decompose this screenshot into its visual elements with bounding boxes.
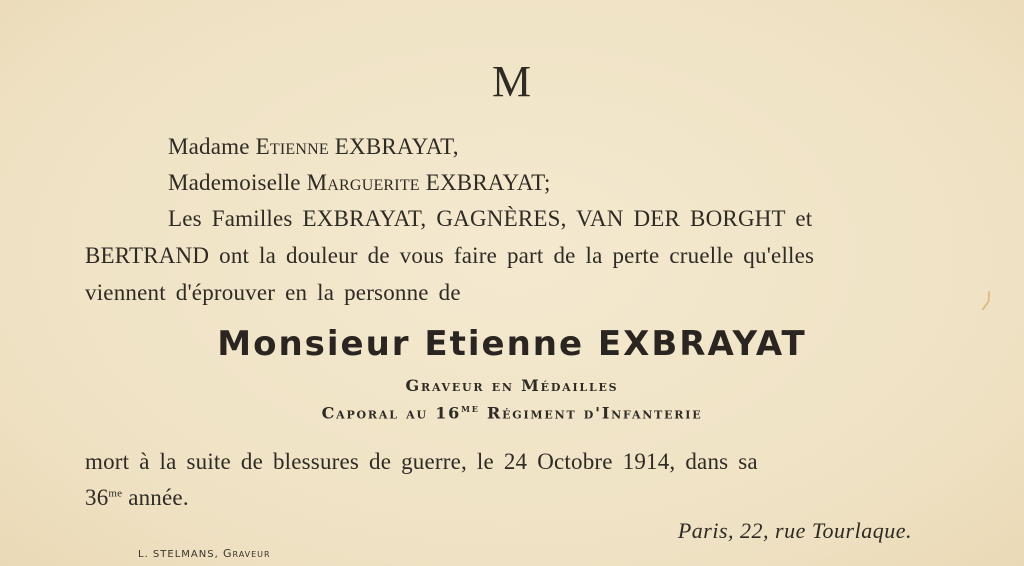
deceased-name: Monsieur Etienne EXBRAYAT bbox=[217, 324, 807, 364]
title-corporal-pre: Caporal au 16 bbox=[321, 403, 462, 423]
line-age bbox=[85, 485, 189, 511]
line-madame-prefix: Madame bbox=[168, 134, 256, 159]
line-mademoiselle-rest: EXBRAYAT; bbox=[419, 170, 551, 195]
monogram-initial: M bbox=[491, 57, 533, 106]
title-corporal-sup: me bbox=[461, 402, 480, 415]
line-announcement: BERTRAND ont la douleur de vous faire part de la perte cruelle qu'elles bbox=[85, 243, 815, 268]
line-mademoiselle-firstname: Marguerite bbox=[306, 170, 420, 195]
engraver-name: L. STELMANS, bbox=[138, 549, 219, 560]
paper-stain-mark: ⟩ bbox=[979, 287, 996, 314]
line-families: Les Familles EXBRAYAT, GAGNÈRES, VAN DER BORGHT et bbox=[168, 206, 813, 231]
line-madame bbox=[168, 134, 459, 160]
age-number: 36 bbox=[85, 485, 109, 510]
title-engraver: Graveur en Médailles bbox=[405, 376, 619, 395]
age-rest: année. bbox=[122, 485, 189, 510]
engraver-credit bbox=[138, 547, 271, 560]
line-mademoiselle-prefix: Mademoiselle bbox=[168, 170, 307, 195]
age-sup: me bbox=[108, 487, 123, 500]
line-mademoiselle bbox=[168, 170, 551, 196]
title-corporal-post: Régiment d'Infanterie bbox=[479, 403, 703, 423]
line-madame-rest: EXBRAYAT, bbox=[328, 134, 459, 159]
line-madame-firstname: Etienne bbox=[255, 134, 329, 159]
title-corporal bbox=[0, 402, 1024, 422]
line-death: mort à la suite de blessures de guerre, le 24 Octobre 1914, dans sa bbox=[85, 449, 758, 474]
address: Paris, 22, rue Tourlaque. bbox=[677, 518, 912, 543]
engraver-role: Graveur bbox=[222, 547, 271, 560]
line-person: viennent d'éprouver en la personne de bbox=[85, 280, 461, 305]
